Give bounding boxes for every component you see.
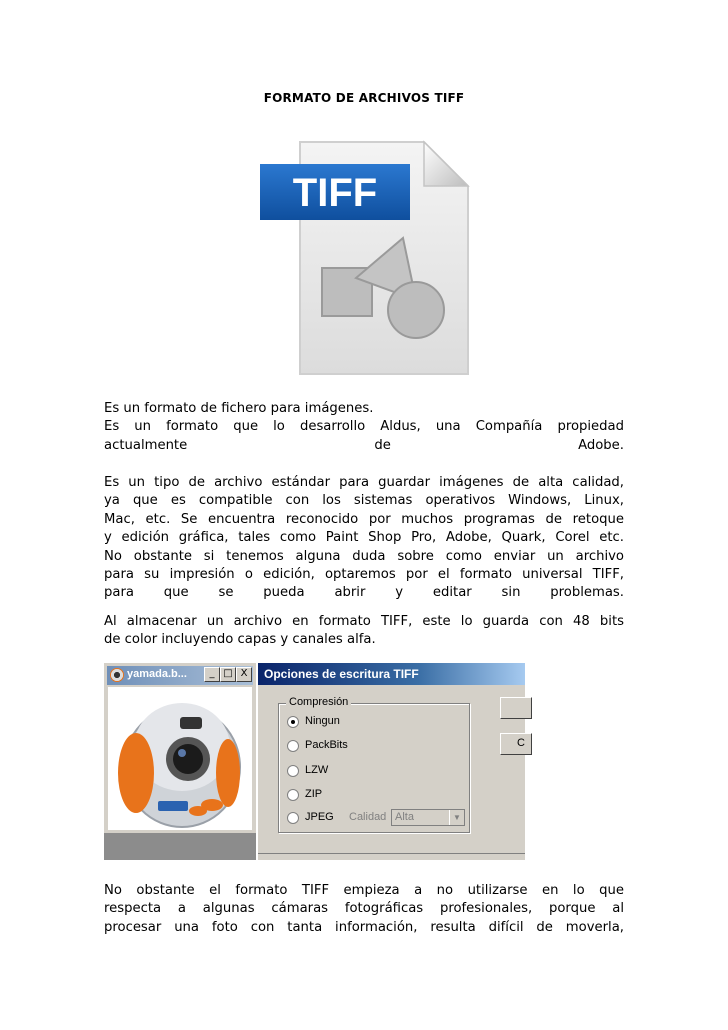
radio-zip[interactable] <box>287 787 457 803</box>
quality-select[interactable] <box>391 809 465 826</box>
radio-none[interactable] <box>287 714 457 730</box>
dialog-button-ok[interactable] <box>500 697 532 719</box>
chevron-down-icon[interactable]: ▼ <box>449 810 464 825</box>
text-line: Al almacenar un archivo en formato TIFF, este lo guarda con 48 bits <box>104 614 624 629</box>
text-line <box>104 437 624 455</box>
text-line: y edición gráfica, tales como Paint Shop Pro, Adobe, Quark, Corel etc. <box>104 530 624 546</box>
radio-indicator[interactable] <box>287 740 299 752</box>
dialog-title: Opciones de escritura TIFF <box>264 667 419 681</box>
tiff-file-icon <box>246 138 484 380</box>
paragraph-professional-cameras <box>104 882 624 937</box>
tiff-options-dialog <box>256 663 525 860</box>
compression-group <box>278 696 470 833</box>
text-line: Es un tipo de archivo estándar para guardar imágenes de alta calidad, <box>104 475 624 490</box>
text-word: actualmente <box>104 437 188 453</box>
dialog-button-cancel-label: C <box>517 737 525 749</box>
camera-window-title: yamada.b... <box>127 668 187 680</box>
close-button[interactable]: X <box>236 667 252 682</box>
radio-label: Ningun <box>305 715 340 727</box>
radio-lzw[interactable] <box>287 763 457 779</box>
text-line: respecta a algunas cámaras fotográficas profesionales, porque al <box>104 901 624 917</box>
radio-indicator[interactable] <box>287 765 299 777</box>
text-line: Es un formato que lo desarrollo Aldus, una Compañía propiedad <box>104 419 624 435</box>
radio-label: ZIP <box>305 788 323 800</box>
paragraph-color-depth <box>104 613 624 650</box>
text-line: Es un formato de fichero para imágenes. <box>104 401 374 416</box>
quality-value: Alta <box>395 811 414 823</box>
camera-app-icon <box>110 668 124 682</box>
radio-indicator[interactable] <box>287 812 299 824</box>
page-title: FORMATO DE ARCHIVOS TIFF <box>263 91 465 105</box>
text-line: Mac, etc. Se encuentra reconocido por muchos programas de retoque <box>104 511 624 527</box>
camera-window-footer <box>104 833 256 860</box>
text-word: de <box>374 437 391 453</box>
radio-label: PackBits <box>305 739 348 751</box>
software-screenshot <box>104 663 523 860</box>
text-line: No obstante si tenemos alguna duda sobre como enviar un archivo <box>104 548 624 564</box>
minimize-button[interactable]: _ <box>204 667 220 682</box>
tiff-banner-label: TIFF <box>292 171 378 215</box>
quality-label: Calidad <box>349 811 387 823</box>
text-line: ya que es compatible con los sistemas operativos Windows, Linux, <box>104 493 624 509</box>
radio-indicator[interactable] <box>287 716 299 728</box>
text-line: para su impresión o edición, optaremos por el formato universal TIFF, <box>104 567 624 583</box>
radio-packbits[interactable] <box>287 738 457 754</box>
camera-photo <box>108 687 252 830</box>
radio-indicator[interactable] <box>287 789 299 801</box>
text-line: procesar una foto con tanta información, resulta difícil de moverla, <box>104 919 624 935</box>
text-line: para que se pueda abrir y editar sin problemas. <box>104 585 624 601</box>
camera-window <box>104 663 256 860</box>
dialog-button-cancel[interactable] <box>500 733 532 755</box>
radio-label: LZW <box>305 764 329 776</box>
radio-jpeg[interactable] <box>287 810 461 826</box>
text-line: de color incluyendo capas y canales alfa. <box>104 632 376 648</box>
text-word: Adobe. <box>578 437 624 453</box>
dialog-titlebar <box>258 663 525 685</box>
compression-group-label: Compresión <box>286 696 351 708</box>
dialog-bottom-edge <box>258 853 525 854</box>
maximize-button[interactable]: □ <box>220 667 236 682</box>
text-line: No obstante el formato TIFF empieza a no utilizarse en lo que <box>104 883 624 898</box>
paragraph-intro <box>104 400 624 455</box>
radio-label: JPEG <box>305 811 334 823</box>
paragraph-description <box>104 474 624 603</box>
